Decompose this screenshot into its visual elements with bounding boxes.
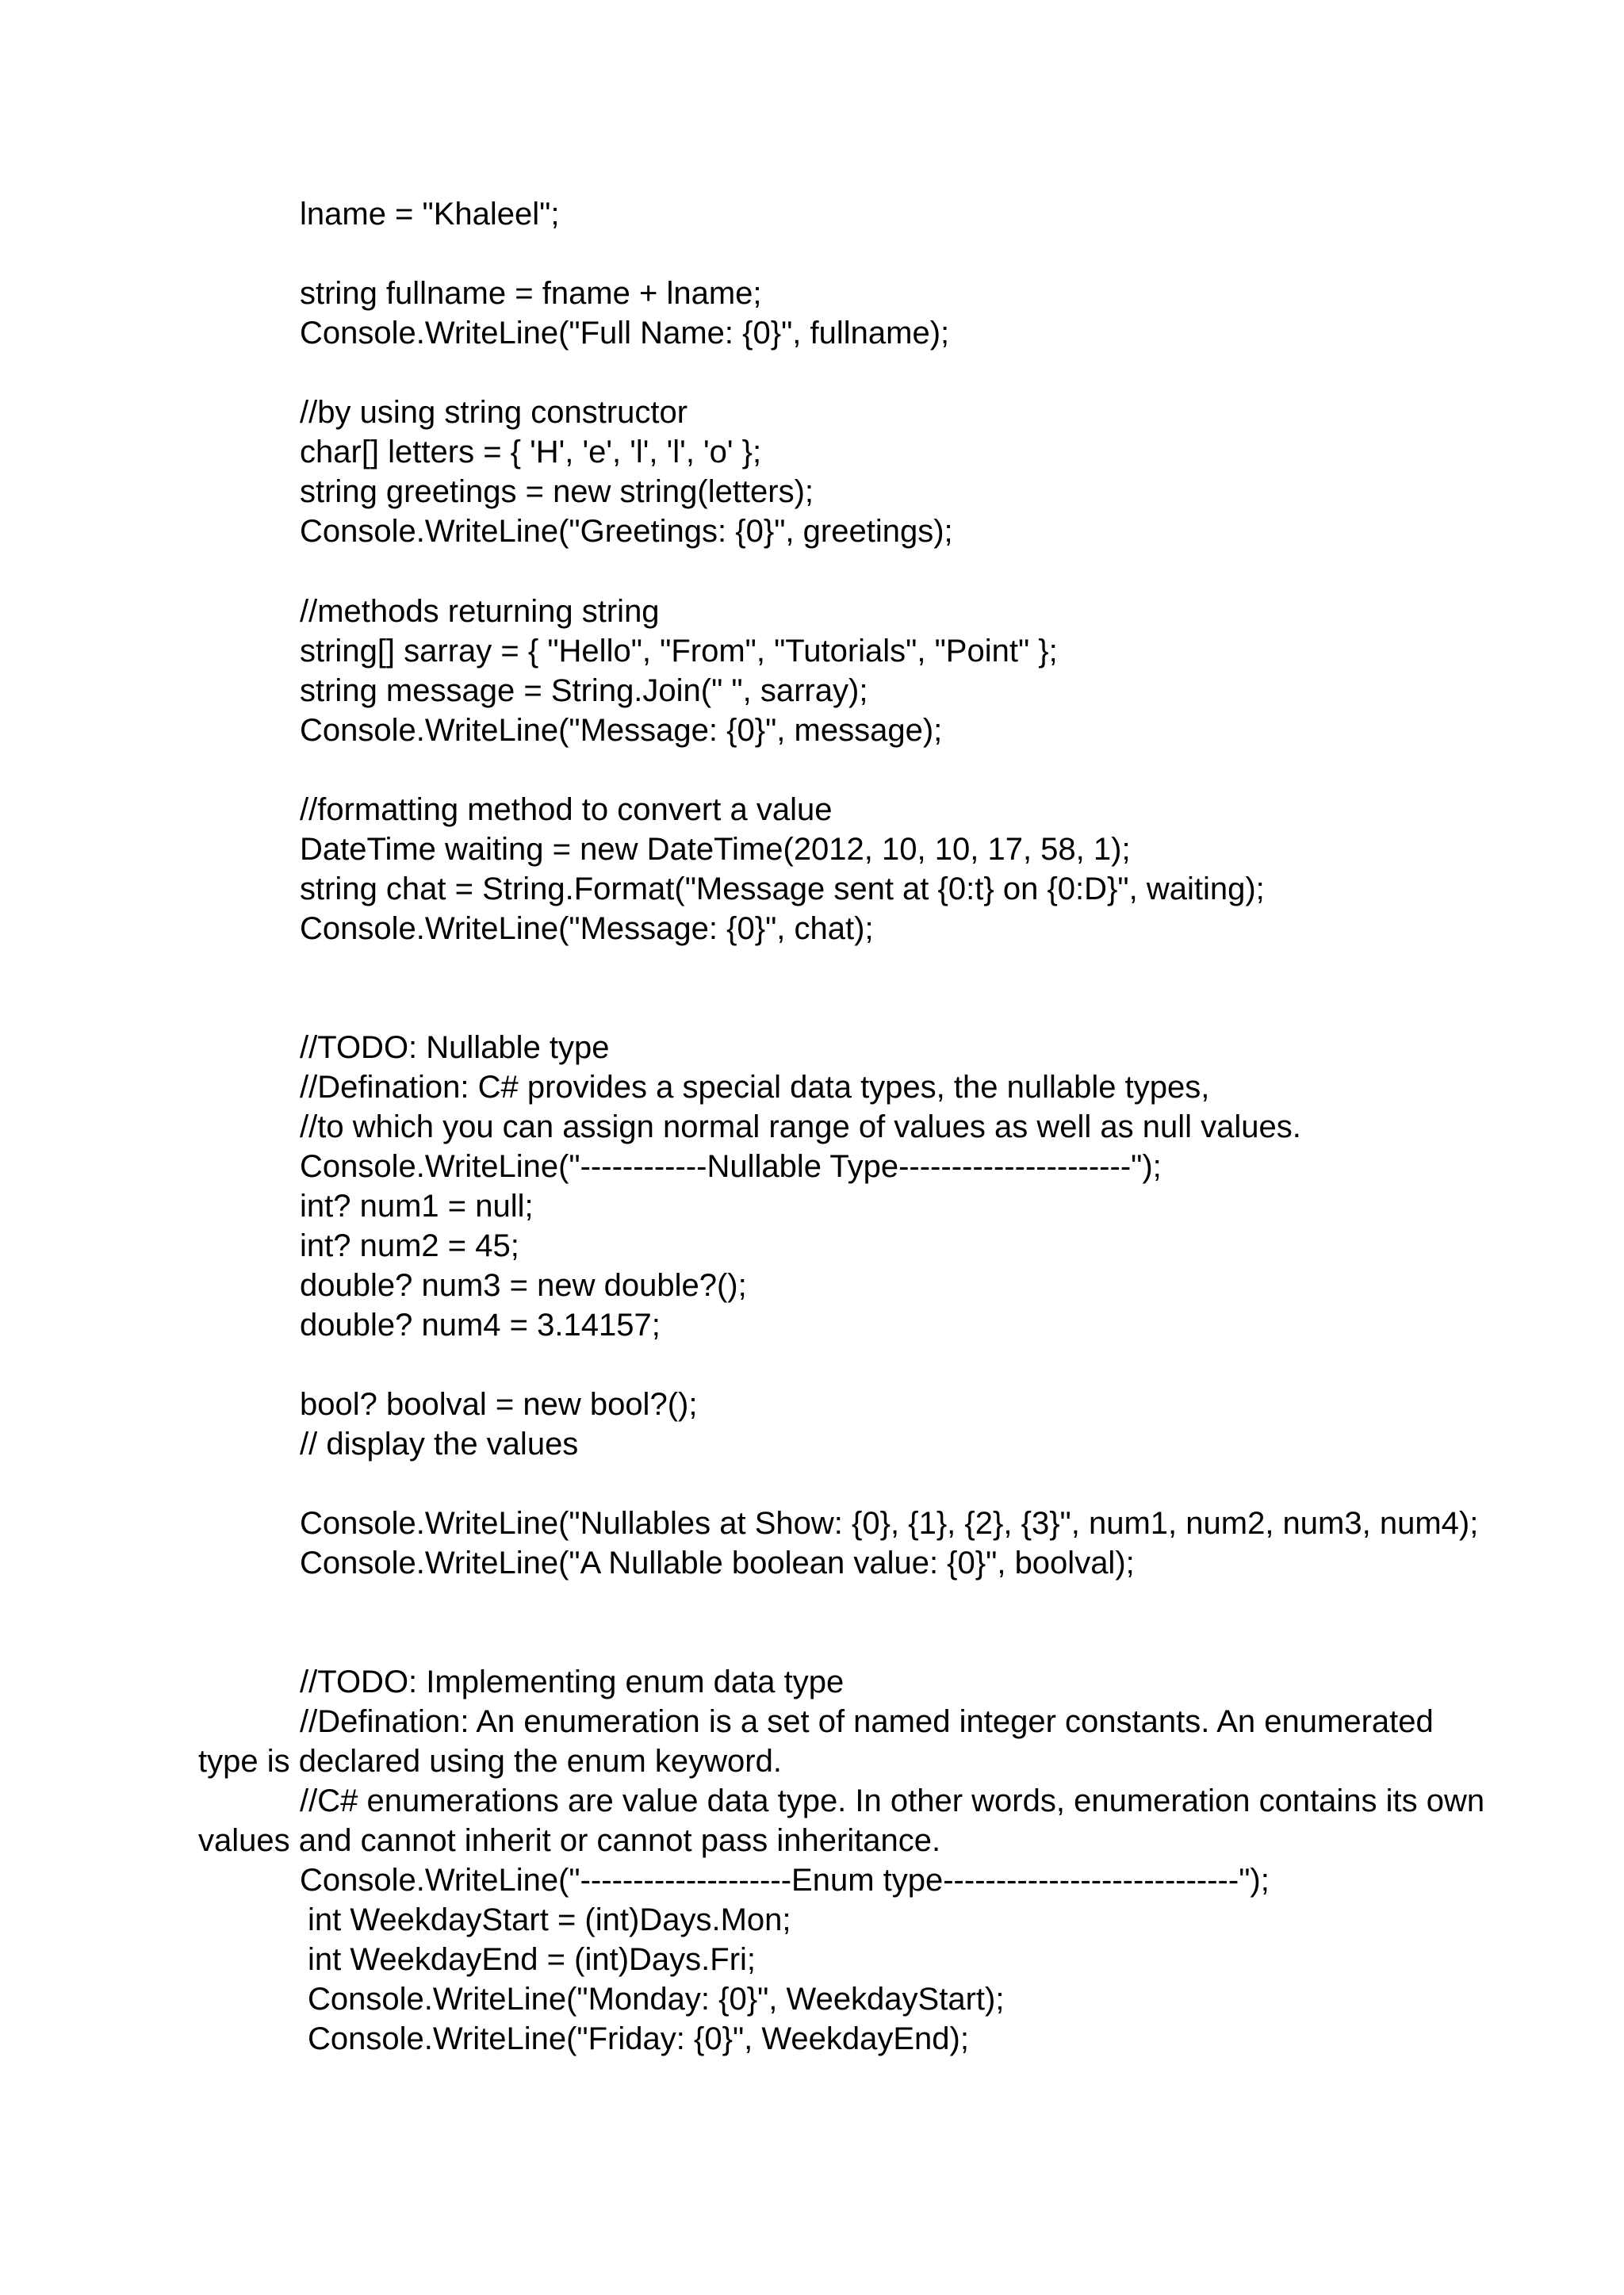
- code-line: string[] sarray = { "Hello", "From", "Tutorials", "Point" };: [300, 634, 1058, 669]
- comment-line: //Defination: C# provides a special data types, the nullable types,: [300, 1070, 1210, 1105]
- code-line: int? num2 = 45;: [300, 1228, 519, 1263]
- code-line: Console.WriteLine("Message: {0}", chat);: [300, 911, 874, 946]
- comment-line: //to which you can assign normal range of values as well as null values.: [300, 1109, 1301, 1144]
- code-line: string message = String.Join(" ", sarray);: [300, 673, 868, 708]
- comment-line: //TODO: Implementing enum data type: [300, 1665, 845, 1699]
- code-line: string chat = String.Format("Message sent at {0:t} on {0:D}", waiting);: [300, 872, 1265, 906]
- code-line: Console.WriteLine("Greetings: {0}", greetings);: [300, 514, 953, 549]
- code-line: double? num4 = 3.14157;: [300, 1308, 661, 1343]
- code-line: char[] letters = { 'H', 'e', 'l', 'l', 'o' };: [300, 435, 762, 469]
- code-line: Console.WriteLine("A Nullable boolean value: {0}", boolval);: [300, 1546, 1135, 1580]
- code-line: DateTime waiting = new DateTime(2012, 10, 10, 17, 58, 1);: [300, 832, 1131, 867]
- comment-line: //by using string constructor: [300, 395, 688, 430]
- code-line: int WeekdayEnd = (int)Days.Fri;: [308, 1942, 756, 1977]
- comment-line: type is declared using the enum keyword.: [198, 1744, 782, 1779]
- code-line: Console.WriteLine("------------Nullable Type----------------------");: [300, 1149, 1162, 1184]
- code-line: Console.WriteLine("Friday: {0}", WeekdayEnd);: [308, 2021, 969, 2056]
- comment-line: //TODO: Nullable type: [300, 1030, 610, 1065]
- comment-line: //methods returning string: [300, 594, 660, 629]
- code-line: bool? boolval = new bool?();: [300, 1387, 698, 1422]
- comment-line: //C# enumerations are value data type. In other words, enumeration contains its own: [300, 1784, 1485, 1818]
- code-line: Console.WriteLine("--------------------Enum type----------------------------");: [300, 1863, 1270, 1898]
- code-line: lname = "Khaleel";: [300, 197, 560, 232]
- code-line: string greetings = new string(letters);: [300, 474, 814, 509]
- comment-line: //formatting method to convert a value: [300, 792, 833, 827]
- code-line: int? num1 = null;: [300, 1189, 534, 1224]
- code-line: double? num3 = new double?();: [300, 1268, 747, 1303]
- comment-line: //Defination: An enumeration is a set of named integer constants. An enumerated: [300, 1704, 1434, 1739]
- code-line: Console.WriteLine("Full Name: {0}", fullname);: [300, 316, 950, 351]
- comment-line: values and cannot inherit or cannot pass inheritance.: [198, 1823, 941, 1858]
- code-line: Console.WriteLine("Message: {0}", message);: [300, 713, 943, 748]
- code-line: Console.WriteLine("Monday: {0}", WeekdayStart);: [308, 1982, 1005, 2017]
- code-line: Console.WriteLine("Nullables at Show: {0}, {1}, {2}, {3}", num1, num2, num3, num4);: [300, 1506, 1479, 1541]
- comment-line: // display the values: [300, 1427, 579, 1462]
- code-line: string fullname = fname + lname;: [300, 276, 762, 311]
- code-line: int WeekdayStart = (int)Days.Mon;: [308, 1902, 791, 1937]
